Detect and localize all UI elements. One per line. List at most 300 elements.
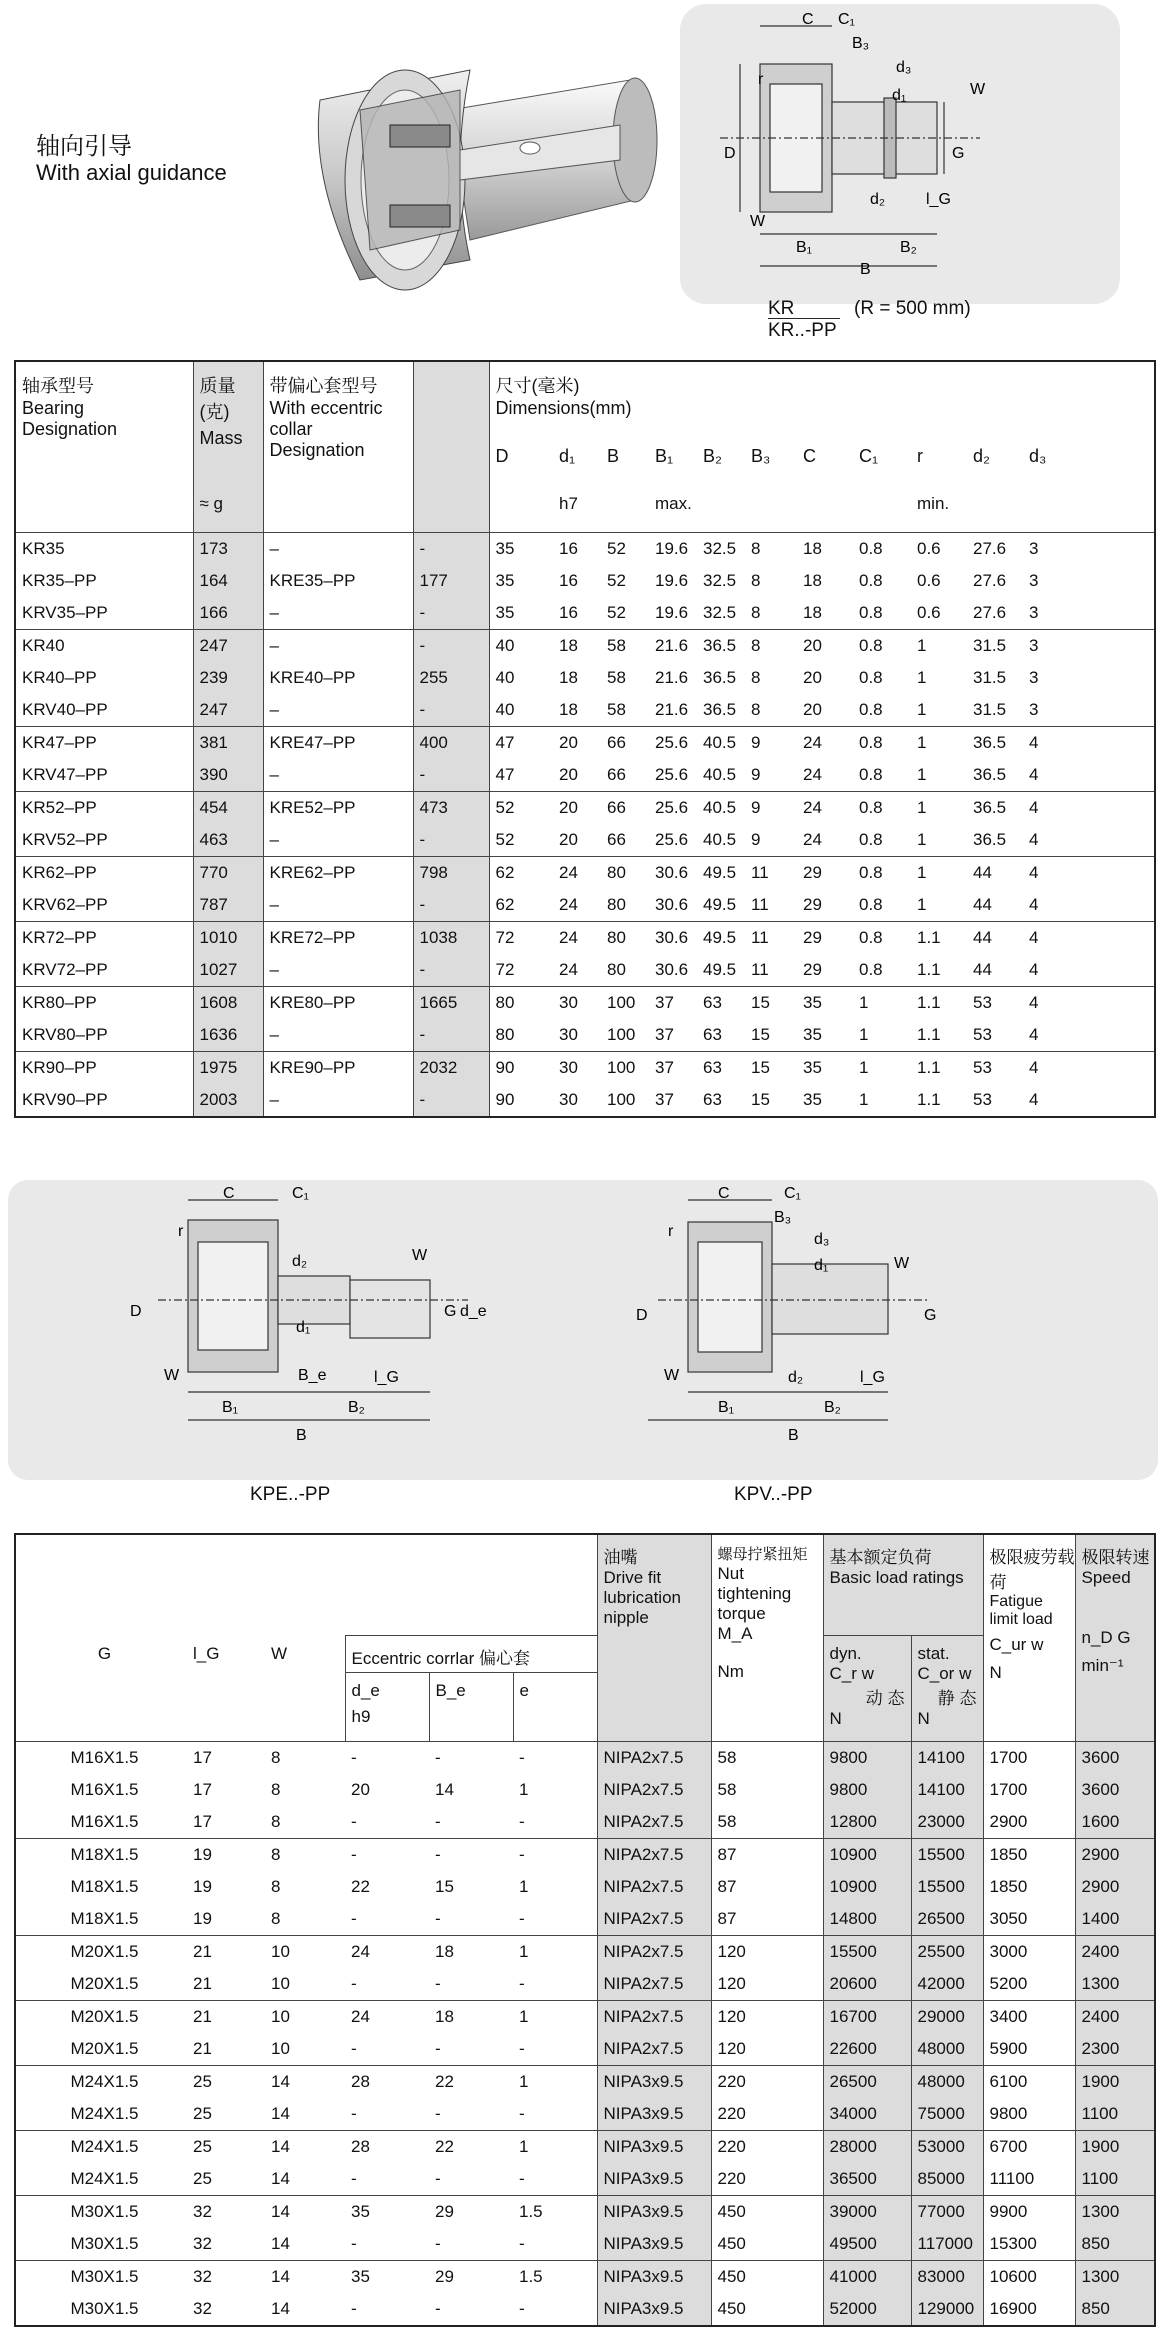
t1-cell: 1 xyxy=(917,765,927,784)
t2-cell: 2900 xyxy=(1075,1871,1155,1903)
t1-cell: 90 xyxy=(489,1052,553,1085)
t2-cell: 24 xyxy=(345,2001,429,2034)
t1-cell: 32.5 xyxy=(703,603,737,622)
t1-col-header: B₂ xyxy=(703,446,722,467)
t1-cell: 100 xyxy=(601,1052,649,1085)
t1-cell: 35 xyxy=(803,1090,822,1109)
fig2-right-caption: KPV..-PP xyxy=(734,1484,813,1505)
t1-cell: 72 xyxy=(489,954,553,987)
t2-cell: 17 xyxy=(193,1812,212,1831)
t2-cell: 58 xyxy=(711,1774,823,1806)
table-row xyxy=(15,987,1155,1020)
t2-cell: - xyxy=(435,2234,441,2253)
t1-mass-unit: ≈ g xyxy=(193,482,263,533)
t2-cell: 5900 xyxy=(983,2033,1075,2066)
table-row xyxy=(15,1084,1155,1117)
t2-cell: 1900 xyxy=(1075,2131,1155,2164)
t2-cell: 32 xyxy=(193,2299,212,2318)
fig1-label-B2: B₂ xyxy=(900,239,917,256)
t1-cell: 11 xyxy=(751,895,769,914)
t2-cell: 21 xyxy=(187,2001,265,2034)
t1-cell: 0.8 xyxy=(859,700,883,719)
fig2-left-label-B1: B₁ xyxy=(222,1399,239,1416)
t1-cell: 11 xyxy=(745,922,797,955)
t2-cell: - xyxy=(435,1974,441,1993)
t2-cell: 220 xyxy=(711,2131,823,2164)
t1-cell: 18 xyxy=(803,571,822,590)
t2-cell: 87 xyxy=(711,1903,823,1936)
t2-cell: 22 xyxy=(351,1877,370,1896)
t1-cell: 62 xyxy=(489,857,553,890)
t2-cell: 1.5 xyxy=(513,2261,597,2294)
t2-cell: 450 xyxy=(711,2293,823,2326)
t1-cell: 72 xyxy=(489,922,553,955)
t1-cell: 63 xyxy=(703,1025,722,1044)
t2-cell: NIPA3x9.5 xyxy=(597,2196,711,2229)
t1-cell: 32.5 xyxy=(703,571,737,590)
t1-cell: 9 xyxy=(751,830,761,849)
t1-cell: 2032 xyxy=(413,1052,489,1085)
t2-cell: 28 xyxy=(345,2131,429,2164)
t2-cell: 120 xyxy=(711,1936,823,1969)
table-row xyxy=(15,1871,1155,1903)
table-row xyxy=(15,2261,1155,2294)
t1-cell: 24 xyxy=(797,727,853,760)
t2-cell: 2400 xyxy=(1075,1936,1155,1969)
t2-cell: 5200 xyxy=(983,1968,1075,2001)
t2-cell: 9900 xyxy=(983,2196,1075,2229)
t2-cell: 117000 xyxy=(911,2228,983,2261)
t1-cell: 100 xyxy=(601,987,649,1020)
t1-cell: 37 xyxy=(655,1025,674,1044)
t1-cell: 58 xyxy=(607,668,626,687)
t1-cell: 1608 xyxy=(193,987,263,1020)
t1-cell: 80 xyxy=(601,922,649,955)
t2-header-dyn: dyn. C_r w 动 态 N xyxy=(823,1636,911,1742)
t1-cell: 9 xyxy=(745,792,797,825)
t1-cell: – xyxy=(263,694,413,727)
t2-cell: 10600 xyxy=(983,2261,1075,2294)
t1-cell: KRV35–PP xyxy=(22,603,108,622)
t1-cell: 53 xyxy=(967,987,1023,1020)
t1-cell: 40.5 xyxy=(703,765,737,784)
t1-cell: 8 xyxy=(751,700,761,719)
t1-cell: KRE35–PP xyxy=(263,565,413,597)
t1-cell: 25.6 xyxy=(649,792,697,825)
t1-cell: 40.5 xyxy=(697,792,745,825)
t1-cell: 35 xyxy=(489,533,553,566)
t1-cell: 1038 xyxy=(413,922,489,955)
t2-cell: 14 xyxy=(265,2261,345,2294)
table-row xyxy=(15,2098,1155,2131)
t1-cell: 4 xyxy=(1023,922,1155,955)
fig2-left-label-d2: d₂ xyxy=(292,1253,308,1270)
t2-cell: 1 xyxy=(513,2131,597,2164)
t2-cell: M20X1.5 xyxy=(15,2001,187,2034)
t2-cell: - xyxy=(351,2169,357,2188)
t2-cell: NIPA3x9.5 xyxy=(597,2293,711,2326)
t2-cell: NIPA2x7.5 xyxy=(597,1742,711,1775)
t1-cell: 20 xyxy=(553,727,601,760)
t2-cell: 6100 xyxy=(983,2066,1075,2099)
t2-cell: 87 xyxy=(711,1839,823,1872)
t2-cell: 41000 xyxy=(823,2261,911,2294)
fig2-right-label-B1: B₁ xyxy=(718,1399,735,1416)
fig1-label-C1: C₁ xyxy=(838,11,855,28)
t2-cell: 48000 xyxy=(911,2066,983,2099)
t1-cell: 1 xyxy=(911,857,967,890)
t2-cell: 18 xyxy=(429,1936,513,1969)
t1-cell: 24 xyxy=(803,765,822,784)
t2-cell: - xyxy=(519,2299,525,2318)
table-row xyxy=(15,1839,1155,1872)
t2-cell: - xyxy=(519,2104,525,2123)
t1-cell: 8 xyxy=(745,630,797,663)
table-row xyxy=(15,533,1155,566)
table-row xyxy=(15,727,1155,760)
t1-cell: 40 xyxy=(489,694,553,727)
t1-col-subheader xyxy=(853,482,911,533)
t1-cell: 15 xyxy=(745,1052,797,1085)
t1-col-subheader: max. xyxy=(655,494,692,513)
t1-cell: 80 xyxy=(607,895,626,914)
t1-cell: 2003 xyxy=(193,1084,263,1117)
t2-cell: 29000 xyxy=(911,2001,983,2034)
t2-cell: M18X1.5 xyxy=(15,1839,187,1872)
t2-cell: 17 xyxy=(187,1742,265,1775)
t2-cell: NIPA3x9.5 xyxy=(597,2228,711,2261)
t1-cell: 0.8 xyxy=(859,765,883,784)
t1-col-header: C xyxy=(803,446,816,467)
t1-cell: 29 xyxy=(803,960,822,979)
t1-cell: 58 xyxy=(607,700,626,719)
t1-cell: - xyxy=(413,694,489,727)
t1-cell: 80 xyxy=(601,857,649,890)
t1-cell: 16 xyxy=(559,571,578,590)
t1-cell: KRE40–PP xyxy=(263,662,413,694)
t2-cell: 14 xyxy=(271,2299,290,2318)
section-title-cn: 轴向引导 xyxy=(36,132,132,160)
t1-cell: – xyxy=(263,533,413,566)
t1-cell: 1 xyxy=(859,1025,869,1044)
t2-cell: - xyxy=(435,2104,441,2123)
t2-header-W: W xyxy=(271,1643,288,1663)
t1-cell: - xyxy=(413,1019,489,1052)
t1-cell: KR35–PP xyxy=(22,571,97,590)
t2-cell: 10 xyxy=(271,2039,290,2058)
t1-cell: 1 xyxy=(917,700,927,719)
t1-cell: 40 xyxy=(489,662,553,694)
t2-cell: 15500 xyxy=(823,1936,911,1969)
t1-cell: 381 xyxy=(193,727,263,760)
t2-cell: 2300 xyxy=(1075,2033,1155,2066)
t1-cell: 24 xyxy=(803,830,822,849)
t2-header-de: d_e h9 xyxy=(345,1673,429,1742)
t1-cell: 400 xyxy=(413,727,489,760)
t1-cell: 20 xyxy=(797,630,853,663)
t1-cell: – xyxy=(263,1084,413,1117)
t1-cell: KRV40–PP xyxy=(22,700,108,719)
t2-cell: M20X1.5 xyxy=(70,2039,139,2058)
t2-cell: 18 xyxy=(429,2001,513,2034)
t2-header-torque: 螺母拧紧扭矩 Nut tightening torque M_A Nm xyxy=(711,1534,823,1742)
t1-cell: 1027 xyxy=(193,954,263,987)
t1-cell: 18 xyxy=(559,668,578,687)
fig2-left-label-B: B xyxy=(296,1427,307,1444)
t2-header-fatigue: 极限疲劳载荷 Fatigue limit load C_ur w N xyxy=(983,1534,1075,1742)
t1-cell: 0.8 xyxy=(853,857,911,890)
t1-col-header: d₃ xyxy=(1029,446,1047,467)
t1-cell: 35 xyxy=(797,987,853,1020)
t1-cell: 36.5 xyxy=(967,727,1023,760)
t1-cell: 47 xyxy=(489,759,553,792)
t2-cell: 10900 xyxy=(823,1839,911,1872)
t1-cell: 1 xyxy=(853,1052,911,1085)
t1-cell: 390 xyxy=(193,759,263,792)
table-row xyxy=(15,857,1155,890)
t2-header-ecc: Eccentric corrlar 偏心套 xyxy=(345,1636,597,1673)
t2-cell: 14100 xyxy=(911,1774,983,1806)
t1-cell: KR72–PP xyxy=(15,922,193,955)
t1-cell: 463 xyxy=(193,824,263,857)
t1-cell: 44 xyxy=(967,922,1023,955)
t1-cell: – xyxy=(263,824,413,857)
t1-cell: 15 xyxy=(751,1090,770,1109)
table-row xyxy=(15,2131,1155,2164)
t2-cell: 52000 xyxy=(823,2293,911,2326)
t1-cell: 18 xyxy=(559,700,578,719)
t1-cell: 0.8 xyxy=(859,960,883,979)
t1-cell: 52 xyxy=(607,603,626,622)
t2-cell: 16700 xyxy=(823,2001,911,2034)
t1-cell: – xyxy=(263,759,413,792)
t1-cell: 24 xyxy=(559,960,578,979)
t2-cell: 17 xyxy=(193,1780,212,1799)
t2-cell: 14 xyxy=(271,2169,290,2188)
t2-cell: 220 xyxy=(711,2066,823,2099)
t1-cell: 80 xyxy=(607,960,626,979)
t2-cell: M24X1.5 xyxy=(15,2131,187,2164)
t1-cell: 37 xyxy=(655,1090,674,1109)
t1-cell: 1.1 xyxy=(911,1052,967,1085)
t1-cell: 3 xyxy=(1029,668,1039,687)
t2-cell: 450 xyxy=(711,2228,823,2261)
t1-col-subheader xyxy=(797,482,853,533)
t1-cell: 177 xyxy=(413,565,489,597)
t2-cell: 20 xyxy=(351,1780,370,1799)
table-row xyxy=(15,759,1155,792)
t1-cell: KR40 xyxy=(15,630,193,663)
t1-cell: 15 xyxy=(745,987,797,1020)
t2-cell: 1 xyxy=(519,1780,529,1799)
t1-col-header: r xyxy=(917,446,923,467)
t2-cell: M24X1.5 xyxy=(70,2169,139,2188)
table-row xyxy=(15,662,1155,694)
fig2-right-label-B: B xyxy=(788,1427,799,1444)
t1-col-header: C₁ xyxy=(859,446,879,467)
t1-cell: - xyxy=(413,954,489,987)
fig1-caption-krpp: KR..-PP xyxy=(768,320,837,341)
t1-cell: 0.8 xyxy=(859,668,883,687)
t1-cell: 20 xyxy=(559,765,578,784)
t2-cell: 9800 xyxy=(823,1742,911,1775)
fig2-left-label-d1: d₁ xyxy=(296,1319,311,1336)
t2-cell: 58 xyxy=(711,1742,823,1775)
t1-cell: KRV62–PP xyxy=(22,895,108,914)
t2-cell: - xyxy=(345,1742,429,1775)
fig2-right-label-D: D xyxy=(636,1307,648,1324)
t2-cell: M20X1.5 xyxy=(70,1974,139,1993)
t1-cell: 0.6 xyxy=(917,603,941,622)
table-row xyxy=(15,2066,1155,2099)
fig2-right-label-C: C xyxy=(718,1185,730,1202)
t1-cell: 24 xyxy=(553,922,601,955)
t2-cell: 15500 xyxy=(911,1839,983,1872)
t2-cell: 14 xyxy=(265,2131,345,2164)
t1-cell: - xyxy=(413,759,489,792)
fig2-left-caption: KPE..-PP xyxy=(250,1484,331,1505)
t1-cell: 1 xyxy=(859,1090,869,1109)
t1-cell: 31.5 xyxy=(973,700,1007,719)
t1-col-header: D xyxy=(489,436,553,482)
t1-cell: 1010 xyxy=(193,922,263,955)
t1-cell: 36.5 xyxy=(697,630,745,663)
t2-cell: 14100 xyxy=(911,1742,983,1775)
t2-cell: 77000 xyxy=(911,2196,983,2229)
t1-cell: - xyxy=(413,630,489,663)
t2-cell: 2900 xyxy=(1075,1839,1155,1872)
fig1-label-r: r xyxy=(758,71,764,88)
t2-cell: 35 xyxy=(345,2261,429,2294)
t2-cell: 22600 xyxy=(823,2033,911,2066)
t1-cell: 770 xyxy=(193,857,263,890)
t1-cell: 0.8 xyxy=(853,922,911,955)
t1-col-subheader: min. xyxy=(917,494,950,513)
kr-dimensions-table xyxy=(14,360,1156,1118)
t1-cell: 100 xyxy=(607,1090,636,1109)
t1-cell: 25.6 xyxy=(649,727,697,760)
t2-cell: 1 xyxy=(513,2001,597,2034)
t2-cell: 36500 xyxy=(823,2163,911,2196)
fig2-right-label-W2: W xyxy=(664,1367,680,1384)
table-row xyxy=(15,1968,1155,2001)
t1-cell: 787 xyxy=(193,889,263,922)
t2-cell: 3400 xyxy=(983,2001,1075,2034)
t2-cell: 1300 xyxy=(1075,2261,1155,2294)
table-row xyxy=(15,630,1155,663)
t1-cell: 19.6 xyxy=(655,571,689,590)
t1-header-ecc-mass xyxy=(413,361,489,533)
t2-cell: 23000 xyxy=(911,1806,983,1839)
t1-cell: 16 xyxy=(553,533,601,566)
t1-cell: 30 xyxy=(559,1090,578,1109)
t1-cell: 1975 xyxy=(193,1052,263,1085)
table-row xyxy=(15,1936,1155,1969)
t1-cell: 24 xyxy=(797,792,853,825)
t1-cell: 31.5 xyxy=(967,630,1023,663)
t1-cell: 8 xyxy=(745,533,797,566)
fig1-label-B3: B₃ xyxy=(852,35,870,52)
t2-cell: M30X1.5 xyxy=(70,2299,139,2318)
t2-cell: 1 xyxy=(513,1936,597,1969)
t1-cell: 49.5 xyxy=(703,895,737,914)
t2-cell: 24 xyxy=(345,1936,429,1969)
t1-cell: 40.5 xyxy=(703,830,737,849)
t2-cell: 87 xyxy=(711,1871,823,1903)
t1-cell: 29 xyxy=(797,922,853,955)
t1-cell: - xyxy=(413,597,489,630)
t2-cell: - xyxy=(519,1909,525,1928)
t1-cell: 90 xyxy=(489,1084,553,1117)
t2-cell: - xyxy=(429,1839,513,1872)
fig2-left-label-D: D xyxy=(130,1303,142,1320)
t1-cell: 0.8 xyxy=(853,727,911,760)
t2-cell: M16X1.5 xyxy=(70,1812,139,1831)
t1-cell: 27.6 xyxy=(967,533,1023,566)
fig2-left-label-C1: C₁ xyxy=(292,1185,309,1202)
t2-cell: 1400 xyxy=(1075,1903,1155,1936)
t1-cell: 8 xyxy=(751,571,761,590)
t1-cell: – xyxy=(263,597,413,630)
fig2-right-label-B3: B₃ xyxy=(774,1209,792,1226)
t2-cell: - xyxy=(351,2039,357,2058)
t2-cell: 850 xyxy=(1075,2293,1155,2326)
t1-cell: 36.5 xyxy=(967,792,1023,825)
t2-cell: 21 xyxy=(193,1974,212,1993)
t1-cell: 173 xyxy=(193,533,263,566)
t1-cell: 0.6 xyxy=(911,533,967,566)
t2-cell: 19 xyxy=(193,1877,212,1896)
table-row xyxy=(15,824,1155,857)
table-row xyxy=(15,2163,1155,2196)
kr-dimension-drawing xyxy=(680,4,1120,304)
fig2-right-label-B2: B₂ xyxy=(824,1399,841,1416)
t1-cell: 52 xyxy=(489,824,553,857)
table-row xyxy=(15,1742,1155,1775)
fig2-right-label-C1: C₁ xyxy=(784,1185,801,1202)
t1-cell: 63 xyxy=(697,1052,745,1085)
fig2-right-label-d2: d₂ xyxy=(788,1369,804,1386)
t1-cell: 20 xyxy=(553,792,601,825)
fig2-left-label-de: d_e xyxy=(460,1303,487,1320)
t2-header-G: G xyxy=(97,1643,112,1663)
fig2-left-label-C: C xyxy=(223,1185,235,1202)
t1-cell: 30 xyxy=(553,987,601,1020)
fig2-left-label-lG: l_G xyxy=(374,1369,399,1386)
t2-cell: 16900 xyxy=(983,2293,1075,2326)
t1-cell: KRV72–PP xyxy=(22,960,108,979)
fig1-label-d1: d₁ xyxy=(892,87,907,104)
t1-cell: 4 xyxy=(1029,1025,1039,1044)
t1-cell: 63 xyxy=(697,987,745,1020)
t2-cell: 22 xyxy=(429,2131,513,2164)
t1-cell: 20 xyxy=(559,830,578,849)
t1-cell: KRE62–PP xyxy=(263,857,413,890)
t1-cell: 29 xyxy=(797,857,853,890)
t1-cell: 8 xyxy=(751,603,761,622)
t1-cell: 36.5 xyxy=(703,700,737,719)
t2-cell: M30X1.5 xyxy=(70,2234,139,2253)
fig2-right-label-r: r xyxy=(668,1223,674,1240)
t2-cell: M30X1.5 xyxy=(15,2261,187,2294)
t1-cell: KR52–PP xyxy=(15,792,193,825)
t2-cell: M16X1.5 xyxy=(70,1780,139,1799)
t1-cell: 0.8 xyxy=(853,792,911,825)
t2-cell: 15 xyxy=(435,1877,454,1896)
t2-cell: 25 xyxy=(187,2131,265,2164)
t2-cell: 3000 xyxy=(983,1936,1075,1969)
t2-cell: - xyxy=(513,1839,597,1872)
